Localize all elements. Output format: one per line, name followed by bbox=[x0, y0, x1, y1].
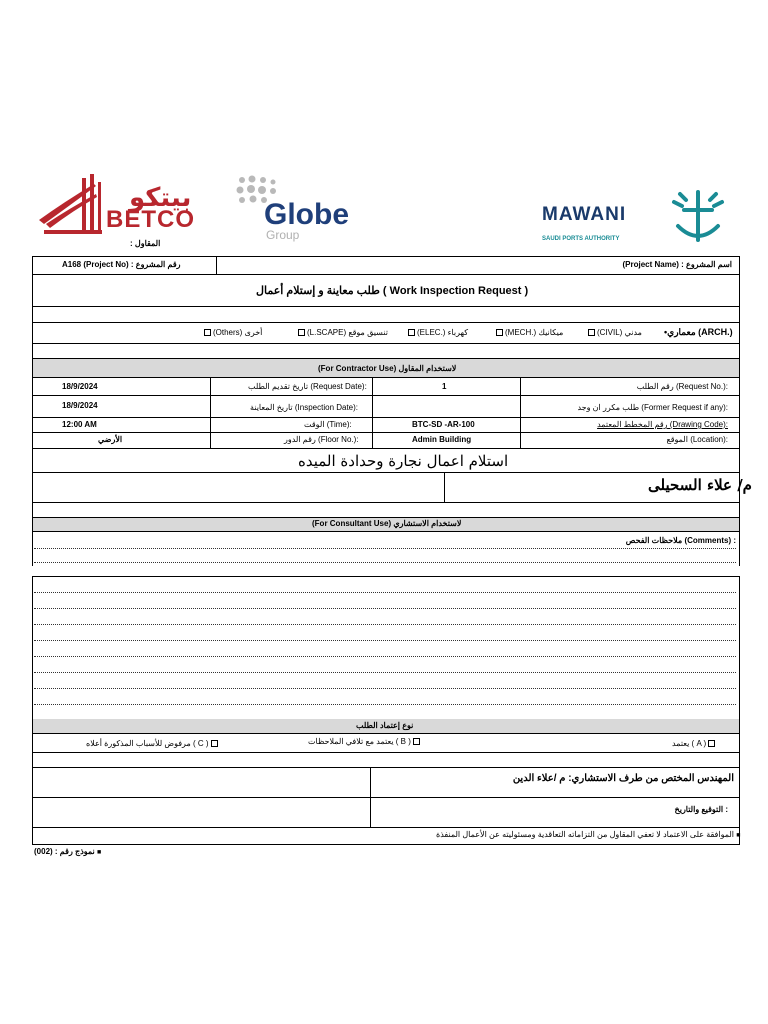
mawani-sub-wordmark: SAUDI PORTS AUTHORITY bbox=[542, 236, 620, 242]
betco-wordmark: BETCO bbox=[106, 206, 195, 233]
option-approved[interactable]: يعتمد ( A ) bbox=[672, 740, 717, 748]
drawing-code-value: BTC-SD -AR-100 bbox=[412, 420, 475, 429]
betco-logo bbox=[34, 172, 214, 250]
consultant-engineer-label: المهندس المختص من طرف الاستشاري: م /علاء الدين bbox=[512, 773, 734, 784]
floor-label: رقم الدور (Floor No.): bbox=[284, 435, 359, 444]
work-description: استلام اعمال نجارة وحدادة الميده bbox=[298, 452, 509, 470]
location-value: Admin Building bbox=[412, 435, 472, 444]
globe-sub-wordmark: Group bbox=[266, 228, 300, 242]
request-no-value: 1 bbox=[442, 382, 447, 391]
checkbox-icon bbox=[496, 329, 503, 336]
request-no-label: رقم الطلب (Request No.): bbox=[636, 382, 728, 391]
form-number: نموذج رقم : (002) ■ bbox=[34, 847, 102, 856]
option-approved-with-comments[interactable]: يعتمد مع تلافي الملاحظات ( B ) bbox=[308, 738, 422, 746]
location-label: الموقع (Location): bbox=[666, 435, 728, 444]
checkbox-icon bbox=[708, 740, 715, 747]
option-rejected[interactable]: مرفوض للأسباب المذكورة أعلاه ( C ) bbox=[86, 740, 220, 748]
project-name-label: (Project Name) : اسم المشروع bbox=[622, 260, 732, 269]
mawani-logo bbox=[528, 188, 736, 250]
checkbox-icon bbox=[298, 329, 305, 336]
consultant-heading: (For Consultant Use) لاستخدام الاستشاري bbox=[312, 519, 462, 528]
request-date-value: 18/9/2024 bbox=[62, 382, 98, 391]
contractor-heading: (For Contractor Use) لاستخدام المقاول bbox=[318, 364, 457, 373]
discipline-others[interactable]: (Others) أخرى bbox=[202, 329, 262, 337]
request-date-label: تاريخ تقديم الطلب (Request Date): bbox=[248, 382, 367, 391]
globe-logo bbox=[236, 172, 428, 252]
inspection-date-label: تاريخ المعاينة (Inspection Date): bbox=[250, 403, 359, 412]
checkbox-icon bbox=[211, 740, 218, 747]
floor-value: الأرضي bbox=[98, 435, 123, 444]
drawing-code-label: رقم المخطط المعتمد (Drawing Code): bbox=[597, 420, 728, 429]
inspection-date-value: 18/9/2024 bbox=[62, 401, 98, 410]
anchor-icon bbox=[668, 188, 728, 246]
discipline-mechanical[interactable]: (MECH.) ميكانيك bbox=[494, 329, 563, 337]
approval-heading: نوع إعتماد الطلب bbox=[356, 721, 414, 730]
checkbox-icon bbox=[588, 329, 595, 336]
contractor-engineer-name: م/ علاء السحيلى bbox=[648, 476, 752, 494]
discipline-civil[interactable]: (CIVIL) مدني bbox=[586, 329, 642, 337]
signature-date-label: التوقيع والتاريخ : bbox=[674, 805, 728, 814]
discipline-landscape[interactable]: (L.SCAPE) تنسيق موقع bbox=[296, 329, 388, 337]
discipline-electrical[interactable]: (ELEC.) كهرباء bbox=[406, 329, 468, 337]
comments-label: ملاحظات الفحص (Comments) : bbox=[625, 536, 736, 545]
time-value: 12:00 AM bbox=[62, 420, 97, 429]
globe-wordmark: Globe bbox=[264, 198, 350, 231]
comments-box[interactable] bbox=[32, 576, 740, 720]
mawani-wordmark: MAWANI bbox=[542, 204, 627, 225]
contractor-name-label: : المقاول bbox=[130, 239, 161, 248]
svg-text:بيتكو: بيتكو bbox=[129, 183, 192, 213]
disclaimer-text: الموافقة على الاعتماد لا تعفي المقاول من التزاماته التعاقدية ومسئوليته عن الأعمال المنفذة ■ bbox=[436, 830, 741, 839]
checkbox-icon bbox=[204, 329, 211, 336]
former-request-label: طلب مكرر ان وجد (Former Request if any): bbox=[577, 403, 728, 412]
checkbox-icon bbox=[413, 738, 420, 745]
checkbox-icon bbox=[408, 329, 415, 336]
time-label: الوقت (Time): bbox=[304, 420, 352, 429]
discipline-architectural[interactable]: •معماري (ARCH.) bbox=[664, 327, 733, 337]
form-title: طلب معاينة و إستلام أعمال ( Work Inspection Request ) bbox=[256, 285, 529, 297]
project-no: A168 (Project No) : رقم المشروع bbox=[62, 260, 181, 269]
